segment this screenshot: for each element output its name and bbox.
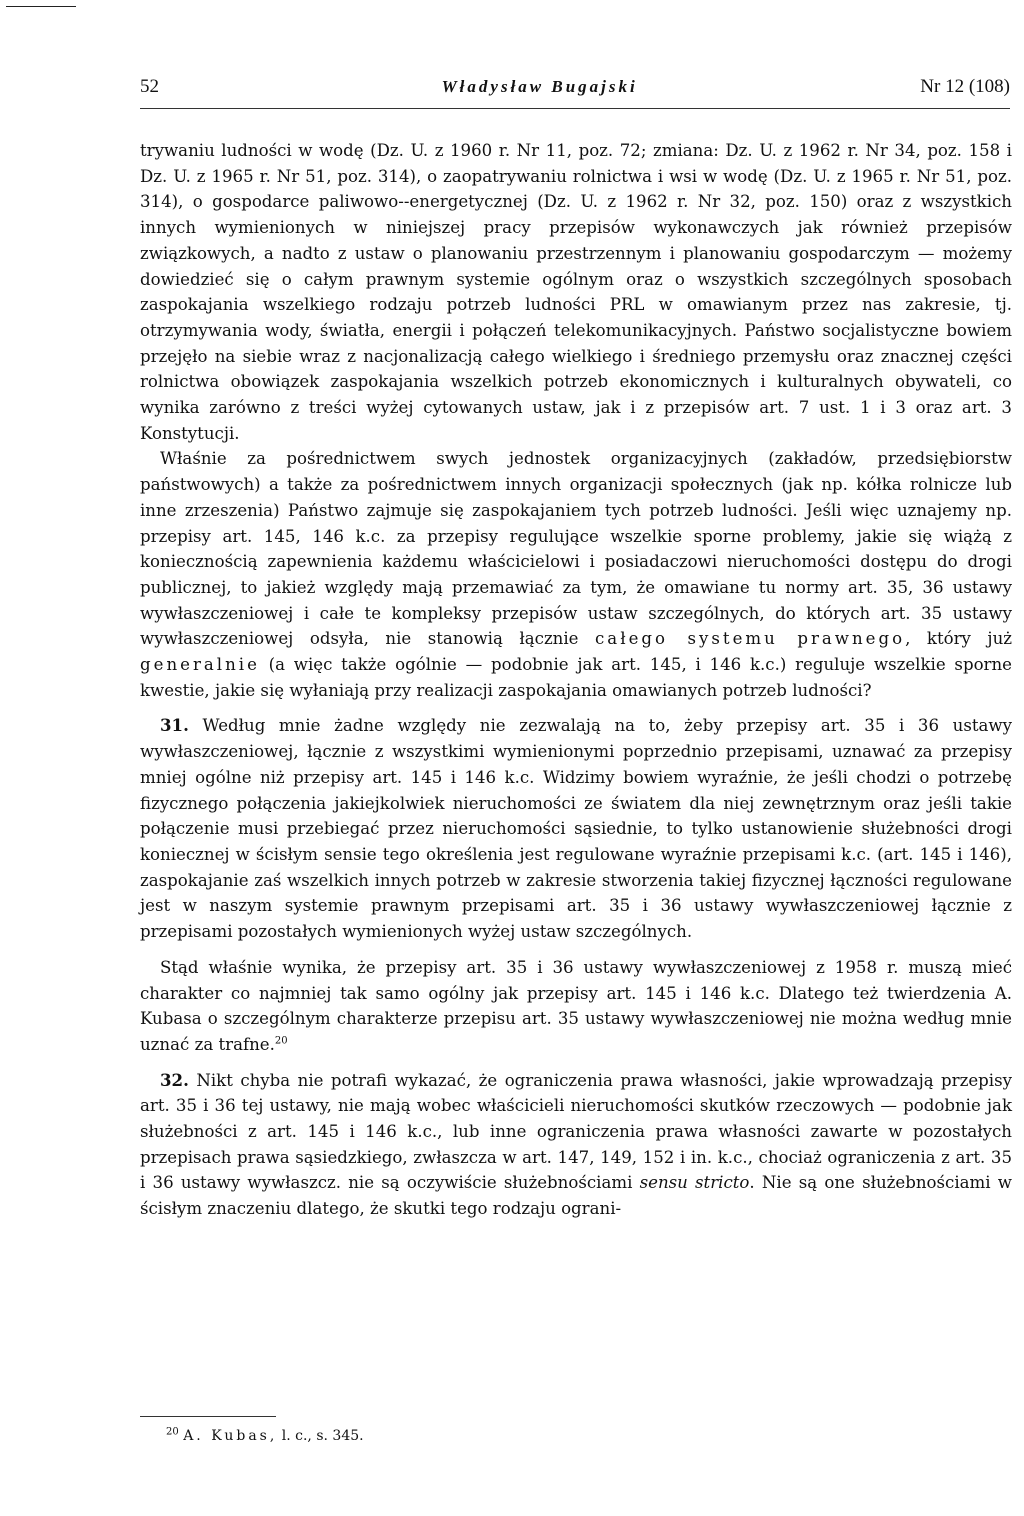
paragraph-2-part-b: , który już [905,629,1013,649]
main-text [140,138,1012,1222]
section-number-31: 31. [160,715,189,736]
paragraph-3-text: Według mnie żadne względy nie zezwalają na to, żeby przepisy art. 35 i 36 ustawy wywłaszczeniowej, łącznie z wszystkimi wymienionymi poprzednio przepisami, uznawać za przepisy mniej ogólne niż przepisy art. 145 i 146 k.c. Widzimy bowiem wyraźnie, że jeśli chodzi o potrzebę fizycznego połączenia jakiejkolwiek nieruchomości ze światem dla niej zewnętrznym oraz jeśli takie połączenie musi przebiegać przez nieruchomości sąsiednie, to tylko ustanowienie służebności drogi koniecznej w ścisłym sensie tego określenia jest regulowane wyraźnie przepisami k.c. (art. 145 i 146), zaspokajanie zaś wszelkich innych potrzeb w zakresie stworzenia takiej fizycznej łączności regulowane jest w naszym systemie prawnym przepisami art. 35 i 36 ustawy wywłaszczeniowej łącznie z przepisami pozostałych wymienionych wyżej ustaw szczególnych. [140,716,1012,942]
section-number-32: 32. [160,1069,189,1090]
paragraph-2-part-a: Właśnie za pośrednictwem swych jednostek organizacyjnych (zakładów, przedsiębiorstw państwowych) a także za pośrednictwem innych organizacji społecznych (jak np. kółka rolnicze lub inne zrzeszenia) Państwo zajmuje się zaspokajaniem tych potrzeb ludności. Jeśli więc uznajemy np. przepisy art. 145, 146 k.c. za przepisy regulujące wszelkie sporne problemy, jakie się wiążą z koniecznością zapewnienia każdemu właścicielowi i posiadaczowi nieruchomości dostępu do drogi publicznej, to jakież względy mają przemawiać za tym, że omawiane tu normy art. 35, 36 ustawy wywłaszczeniowej i całe te kompleksy przepisów ustaw szczególnych, do których art. 35 ustawy wywłaszczeniowej odsyła, nie stanowią łącznie [140,449,1012,649]
paragraph-5-part-a: Nikt chyba nie potrafi wykazać, że ograniczenia prawa własności, jakie wprowadzają przepisy art. 35 i 36 tej ustawy, nie mają wobec właścicieli nieruchomości skutków rzeczowych — podobnie jak służebności z art. 145 i 146 k.c., lub inne ograniczenia prawa własności zawarte w pozostałych przepisach prawa sąsiedzkiego, zwłaszcza w art. 147, 149, 152 i in. k.c., chociaż ograniczenia z art. 35 i 36 ustawy wywłaszcz. nie są oczywiście służebnościami [140,1070,1012,1193]
top-edge-line [6,6,76,7]
page-number: 52 [140,76,159,97]
header-rule [140,108,1010,109]
footnote [166,1426,966,1446]
footnote-text: l. c., s. 345. [277,1428,364,1444]
running-author: Władysław Bugajski [441,77,638,96]
footnote-reference: 20 [274,1035,288,1047]
paragraph-4-text: Stąd właśnie wynika, że przepisy art. 35 i 36 ustawy wywłaszczeniowej z 1958 r. muszą mieć charakter co najmniej tak samo ogólny jak przepisy art. 145 i 146 k.c. Dlatego też twierdzenia A. Kubasa o szczególnym charakterze przepisu art. 35 ustawy wywłaszczeniowej nie można według mnie uznać za trafne. [140,957,1012,1054]
footnote-author: A. Kubas, [183,1428,278,1444]
paragraph-4 [140,955,1012,1058]
issue-number: Nr 12 (108) [920,76,1010,97]
spaced-word-generalnie: generalnie [140,655,260,675]
footnote-marker: 20 [166,1426,179,1438]
footnote-rule [140,1416,276,1417]
paragraph-1: trywaniu ludności w wodę (Dz. U. z 1960 r. Nr 11, poz. 72; zmiana: Dz. U. z 1962 r. Nr 34, poz. 158 i Dz. U. z 1965 r. Nr 51, poz. 314), o zaopatrywaniu rolnictwa i wsi w wodę (Dz. U. z 1965 r. Nr 51, poz. 314), o gospodarce paliwowo--energetycznej (Dz. U. z 1962 r. Nr 32, poz. 150) oraz z wszystkich innych wymienionych w niniejszej pracy przepisów wykonawczych jak również przepisów związkowych, a nadto z ustaw o planowaniu przestrzennym i planowaniu gospodarczym — możemy dowiedzieć się o całym prawnym systemie ogólnym oraz o wszystkich szczególnych sposobach zaspokajania wszelkiego rodzaju potrzeb ludności PRL w omawianym przez nas zakresie, tj. otrzymywania wody, światła, energii i połączeń telekomunikacyjnych. Państwo socjalistyczne bowiem przejęło na siebie wraz z nacjonalizacją całego wielkiego i średniego przemysłu oraz znacznej części rolnictwa obowiązek zaspokajania wszelkich potrzeb ekonomicznych i kulturalnych obywateli, co wynika zarówno z treści wyżej cytowanych ustaw, jak i z przepisów art. 7 ust. 1 i 3 oraz art. 3 Konstytucji. [140,141,1012,443]
paragraph-5-part-b: . Nie są one służebnościami w ścisłym znaczeniu dlatego, że skutki tego rodzaju ograni- [140,1173,1012,1219]
paragraph-3 [140,713,1012,944]
italic-phrase: sensu stricto [639,1173,750,1193]
running-header [140,76,1010,104]
spaced-phrase-system: całego systemu prawnego [595,629,906,649]
paragraph-5 [140,1068,1012,1222]
paragraph-2-part-c: (a więc także ogólnie — podobnie jak art. 145, i 146 k.c.) reguluje wszelkie sporne kwestie, jakie się wyłaniają przy realizacji zaspokajania omawianych potrzeb ludności? [140,655,1012,700]
paragraph-2 [140,446,1012,703]
